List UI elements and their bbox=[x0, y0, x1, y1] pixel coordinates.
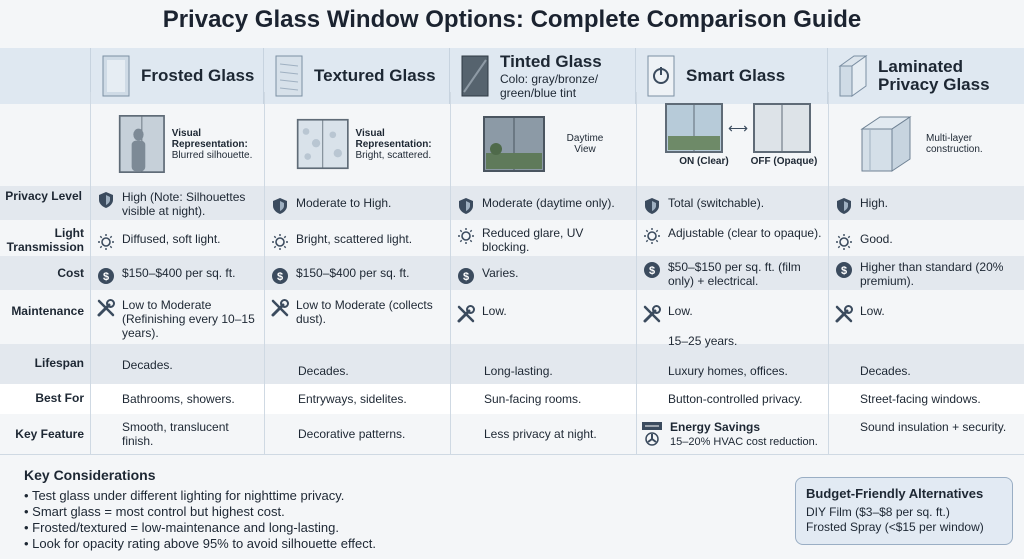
visual-caption-bold: Visual Representation: bbox=[355, 127, 432, 150]
comparison-table bbox=[0, 44, 1024, 454]
cell-text: Diffused, soft light. bbox=[122, 232, 221, 246]
visual-tinted bbox=[482, 102, 632, 186]
col-sub: Colo: gray/bronze/ green/blue tint bbox=[500, 71, 599, 100]
cell-bestfor-laminated: Street-facing windows. bbox=[860, 392, 981, 406]
cell-light-textured bbox=[270, 232, 446, 252]
tinted-glass-icon bbox=[458, 52, 492, 100]
cell-text: High. bbox=[860, 196, 889, 210]
dollar-coin-icon bbox=[456, 266, 476, 286]
visual-caption-bold: Visual Representation: bbox=[171, 127, 248, 150]
tools-icon bbox=[270, 298, 290, 318]
considerations-title: Key Considerations bbox=[24, 467, 156, 483]
svg-text:$: $ bbox=[840, 265, 848, 277]
col-head-textured bbox=[264, 48, 450, 104]
cell-bestfor-frosted: Bathrooms, showers. bbox=[122, 392, 235, 406]
visual-laminated bbox=[856, 102, 1024, 186]
cell-text: Varies. bbox=[482, 266, 519, 280]
energy-text: 15–20% HVAC cost reduction. bbox=[670, 436, 818, 448]
cell-light-laminated bbox=[834, 232, 1020, 252]
shield-icon bbox=[642, 196, 662, 216]
col-name: Frosted Glass bbox=[141, 66, 255, 85]
visual-caption: Multi-layer construction. bbox=[926, 133, 983, 155]
bottom-section bbox=[0, 454, 1024, 559]
shield-icon bbox=[96, 190, 116, 210]
cell-text: Adjustable (clear to opaque). bbox=[668, 226, 822, 240]
visual-frosted bbox=[118, 102, 264, 186]
tools-icon bbox=[96, 298, 116, 318]
cell-maintenance-smart bbox=[642, 304, 824, 324]
col-name: Tinted Glass bbox=[500, 51, 602, 71]
cell-feature-frosted: Smooth, translucent finish. bbox=[122, 420, 229, 448]
cell-text: Higher than standard (20% premium). bbox=[860, 260, 1004, 288]
dollar-coin-icon bbox=[96, 266, 116, 286]
smart-clear-window-image bbox=[664, 102, 724, 154]
cell-feature-laminated: Sound insulation + security. bbox=[860, 420, 1007, 434]
col-separator bbox=[828, 92, 829, 498]
sun-icon bbox=[270, 232, 290, 252]
visual-caption: Blurred silhouette. bbox=[171, 149, 253, 161]
cell-cost-textured bbox=[270, 266, 446, 286]
dollar-coin-icon bbox=[642, 260, 662, 280]
textured-glass-icon bbox=[272, 52, 306, 100]
visual-caption: Daytime View bbox=[566, 133, 604, 155]
cell-privacy-textured bbox=[270, 196, 446, 216]
list-item: • Test glass under different lighting for nighttime privacy. bbox=[24, 488, 376, 504]
cell-cost-tinted bbox=[456, 266, 632, 286]
sun-icon bbox=[96, 232, 116, 252]
cell-lifespan-frosted: Decades. bbox=[122, 358, 173, 372]
col-separator bbox=[90, 92, 91, 498]
col-name: Laminated Privacy Glass bbox=[878, 57, 990, 94]
considerations-list bbox=[24, 488, 376, 552]
budget-alternatives-box bbox=[795, 477, 1013, 545]
visual-caption: Bright, scattered. bbox=[355, 149, 432, 161]
tools-icon bbox=[456, 304, 476, 324]
cell-cost-smart bbox=[642, 260, 824, 288]
cell-text: Low. bbox=[482, 304, 507, 318]
cell-lifespan-textured: Decades. bbox=[298, 364, 349, 378]
cell-privacy-frosted bbox=[96, 190, 260, 218]
row-label-privacy: Privacy Level bbox=[5, 189, 82, 203]
tools-icon bbox=[834, 304, 854, 324]
laminated-layers-image bbox=[856, 113, 916, 175]
cell-text: Low to Moderate (Refinishing every 10–15 years). bbox=[122, 298, 255, 340]
cell-text: Bright, scattered light. bbox=[296, 232, 413, 246]
cell-lifespan-smart-extra: Luxury homes, offices. bbox=[668, 364, 788, 378]
power-icon bbox=[644, 52, 678, 100]
col-separator bbox=[636, 92, 637, 498]
row-label-light: Light Transmission bbox=[6, 226, 84, 254]
frosted-glass-icon bbox=[99, 52, 133, 100]
cell-text: High (Note: Silhouettes visible at night). bbox=[122, 190, 246, 218]
cell-text: Low. bbox=[668, 304, 693, 318]
cell-light-tinted bbox=[456, 226, 632, 254]
row-label-feature: Key Feature bbox=[15, 427, 84, 441]
cell-text: $150–$400 per sq. ft. bbox=[296, 266, 410, 280]
budget-title: Budget-Friendly Alternatives bbox=[806, 486, 984, 501]
cell-text: Reduced glare, UV blocking. bbox=[482, 226, 584, 254]
hvac-fan-icon bbox=[640, 420, 664, 448]
cell-text: $50–$150 per sq. ft. (film only) + electrical. bbox=[668, 260, 801, 288]
cell-privacy-smart bbox=[642, 196, 824, 216]
cell-maintenance-textured bbox=[270, 298, 446, 326]
cell-cost-frosted bbox=[96, 266, 260, 286]
cell-text: Total (switchable). bbox=[668, 196, 765, 210]
cell-text: $150–$400 per sq. ft. bbox=[122, 266, 236, 280]
row-label-lifespan: Lifespan bbox=[34, 356, 84, 370]
shield-icon bbox=[834, 196, 854, 216]
cell-text: Moderate to High. bbox=[296, 196, 392, 210]
list-item: • Look for opacity rating above 95% to avoid silhouette effect. bbox=[24, 536, 376, 552]
cell-bestfor-textured: Entryways, sidelites. bbox=[298, 392, 407, 406]
cell-cost-laminated bbox=[834, 260, 1020, 288]
list-item: • Frosted/textured = low-maintenance and long-lasting. bbox=[24, 520, 376, 536]
cell-bestfor-smart: Button-controlled privacy. bbox=[668, 392, 803, 406]
budget-item: Frosted Spray (<$15 per window) bbox=[806, 520, 984, 534]
cell-maintenance-frosted bbox=[96, 298, 260, 340]
col-name: Textured Glass bbox=[314, 66, 436, 85]
col-separator bbox=[264, 92, 265, 498]
col-separator bbox=[450, 92, 451, 498]
cell-maintenance-tinted bbox=[456, 304, 632, 324]
cell-bestfor-tinted: Sun-facing rooms. bbox=[484, 392, 582, 406]
tools-icon bbox=[642, 304, 662, 324]
smart-opaque-window-image bbox=[752, 102, 812, 154]
dollar-coin-icon bbox=[270, 266, 290, 286]
budget-item: DIY Film ($3–$8 per sq. ft.) bbox=[806, 505, 950, 519]
cell-feature-smart bbox=[640, 420, 828, 449]
textured-window-image bbox=[296, 113, 350, 175]
visual-textured bbox=[296, 102, 446, 186]
cell-lifespan-laminated: Decades. bbox=[860, 364, 911, 378]
cell-text: Good. bbox=[860, 232, 893, 246]
cell-feature-textured: Decorative patterns. bbox=[298, 427, 406, 441]
row-label-bestfor: Best For bbox=[35, 391, 84, 405]
sun-icon bbox=[642, 226, 662, 246]
cell-lifespan-tinted: Long-lasting. bbox=[484, 364, 553, 378]
row-label-cost: Cost bbox=[57, 266, 84, 280]
on-label: ON (Clear) bbox=[679, 156, 729, 167]
cell-light-smart bbox=[642, 226, 824, 246]
col-head-frosted bbox=[90, 48, 264, 104]
laminated-glass-icon bbox=[836, 52, 870, 100]
frosted-window-image bbox=[118, 109, 166, 179]
col-head-smart bbox=[636, 48, 828, 104]
visual-smart bbox=[664, 102, 828, 186]
off-label: OFF (Opaque) bbox=[750, 156, 818, 167]
svg-text:$: $ bbox=[648, 265, 656, 277]
sun-icon bbox=[456, 226, 476, 246]
cell-privacy-laminated bbox=[834, 196, 1020, 216]
sun-icon bbox=[834, 232, 854, 252]
cell-feature-tinted: Less privacy at night. bbox=[484, 427, 597, 441]
cell-light-frosted bbox=[96, 232, 260, 252]
cell-text: Moderate (daytime only). bbox=[482, 196, 615, 210]
cell-privacy-tinted bbox=[456, 196, 632, 216]
cell-text: Low. bbox=[860, 304, 885, 318]
cell-text: Low to Moderate (collects dust). bbox=[296, 298, 433, 326]
shield-icon bbox=[456, 196, 476, 216]
row-label-maintenance: Maintenance bbox=[11, 304, 84, 318]
col-name: Smart Glass bbox=[686, 66, 786, 85]
svg-text:$: $ bbox=[462, 271, 470, 283]
cell-lifespan-smart: 15–25 years. bbox=[668, 334, 738, 348]
tinted-window-image bbox=[482, 115, 546, 173]
shield-icon bbox=[270, 196, 290, 216]
energy-title: Energy Savings bbox=[670, 420, 761, 434]
col-head-laminated bbox=[828, 48, 1024, 104]
col-head-tinted bbox=[450, 48, 636, 104]
svg-text:$: $ bbox=[102, 271, 110, 283]
list-item: • Smart glass = most control but highest cost. bbox=[24, 504, 376, 520]
svg-text:$: $ bbox=[276, 271, 284, 283]
dollar-coin-icon bbox=[834, 260, 854, 280]
cell-maintenance-laminated bbox=[834, 304, 1020, 324]
switch-arrow-icon: ⟷ bbox=[728, 119, 749, 136]
page-title: Privacy Glass Window Options: Complete Comparison Guide bbox=[162, 6, 862, 33]
